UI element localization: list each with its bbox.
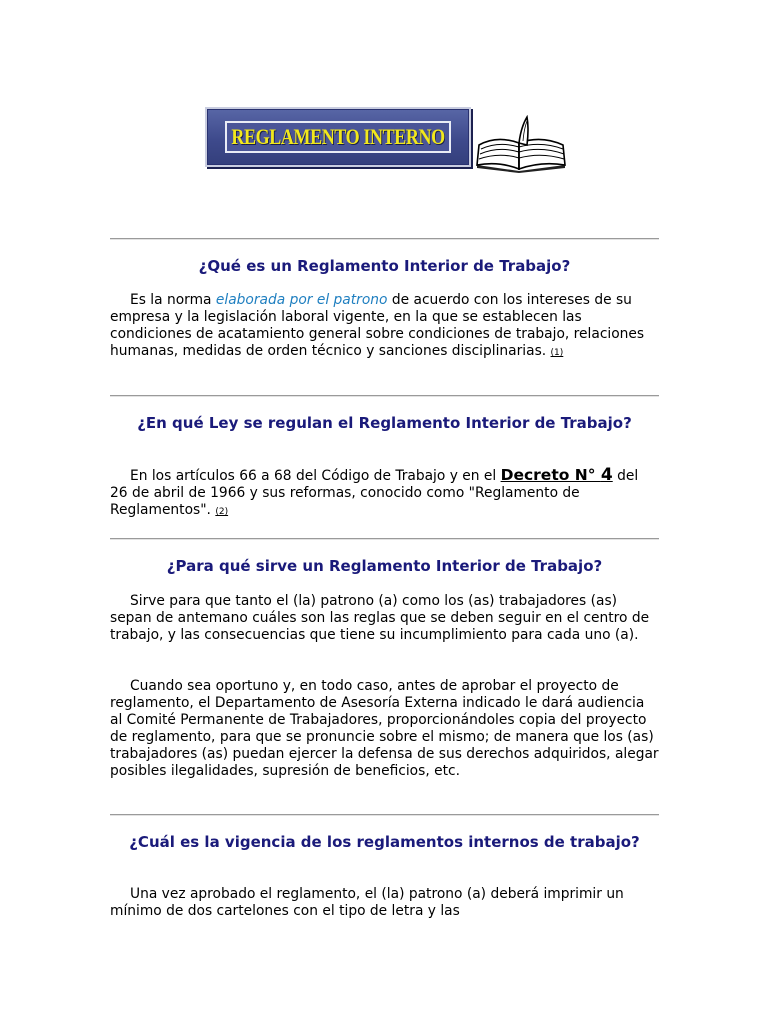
emphasis-text[interactable]: elaborada por el patrono (215, 292, 388, 308)
section-heading: ¿Para qué sirve un Reglamento Interior de Trabajo? (166, 557, 603, 575)
section-heading: ¿Qué es un Reglamento Interior de Trabajo? (198, 257, 571, 275)
footnote-link[interactable]: (2) (215, 507, 229, 517)
section-paragraph: Es la norma elaborada por el patrono de acuerdo con los intereses de su empresa y la legislación laboral vigente, en la que se establecen las condiciones de acatamiento general sobre condiciones de trabajo, relaciones humanas, medidas de orden técnico y sanciones disciplinarias. (1) (110, 292, 645, 359)
section-paragraph: En los artículos 66 a 68 del Código de Trabajo y en el Decreto N° 4 del 26 de abril de 1966 y sus reformas, conocido como "Reglamento de Reglamentos". (2) (110, 465, 639, 518)
divider (110, 814, 659, 816)
banner (205, 107, 575, 171)
section-paragraph: Una vez aprobado el reglamento, el (la) patrono (a) deberá imprimir un mínimo de dos cartelones con el tipo de letra y las (110, 886, 624, 919)
decree-link[interactable]: Decreto N° 4 (500, 465, 613, 485)
divider (110, 538, 659, 540)
section-heading: ¿Cuál es la vigencia de los reglamentos internos de trabajo? (129, 833, 640, 851)
divider (110, 238, 659, 240)
footnote-link[interactable]: (1) (550, 348, 564, 358)
banner-frame (225, 121, 451, 153)
banner-plate (205, 107, 471, 167)
section-heading: ¿En qué Ley se regulan el Reglamento Interior de Trabajo? (137, 414, 632, 432)
open-book-icon (473, 115, 569, 173)
divider (110, 395, 659, 397)
banner-title: REGLAMENTO INTERNO (231, 124, 445, 149)
section-paragraph: Cuando sea oportuno y, en todo caso, antes de aprobar el proyecto de reglamento, el Departamento de Asesoría Externa indicado le dará audiencia al Comité Permanente de Trabajadores, proporcionándoles copia del proyecto de reglamento, para que se pronuncie sobre el mismo; de manera que los (as) trabajadores (as) puedan ejercer la defensa de sus derechos adquiridos, alegar posibles ilegalidades, supresión de beneficios, etc. (110, 678, 659, 779)
section-paragraph: Sirve para que tanto el (la) patrono (a) como los (as) trabajadores (as) sepan de antemano cuáles son las reglas que se deben seguir en el centro de trabajo, y las consecuencias que tiene su incumplimiento para cada uno (a). (110, 593, 650, 643)
